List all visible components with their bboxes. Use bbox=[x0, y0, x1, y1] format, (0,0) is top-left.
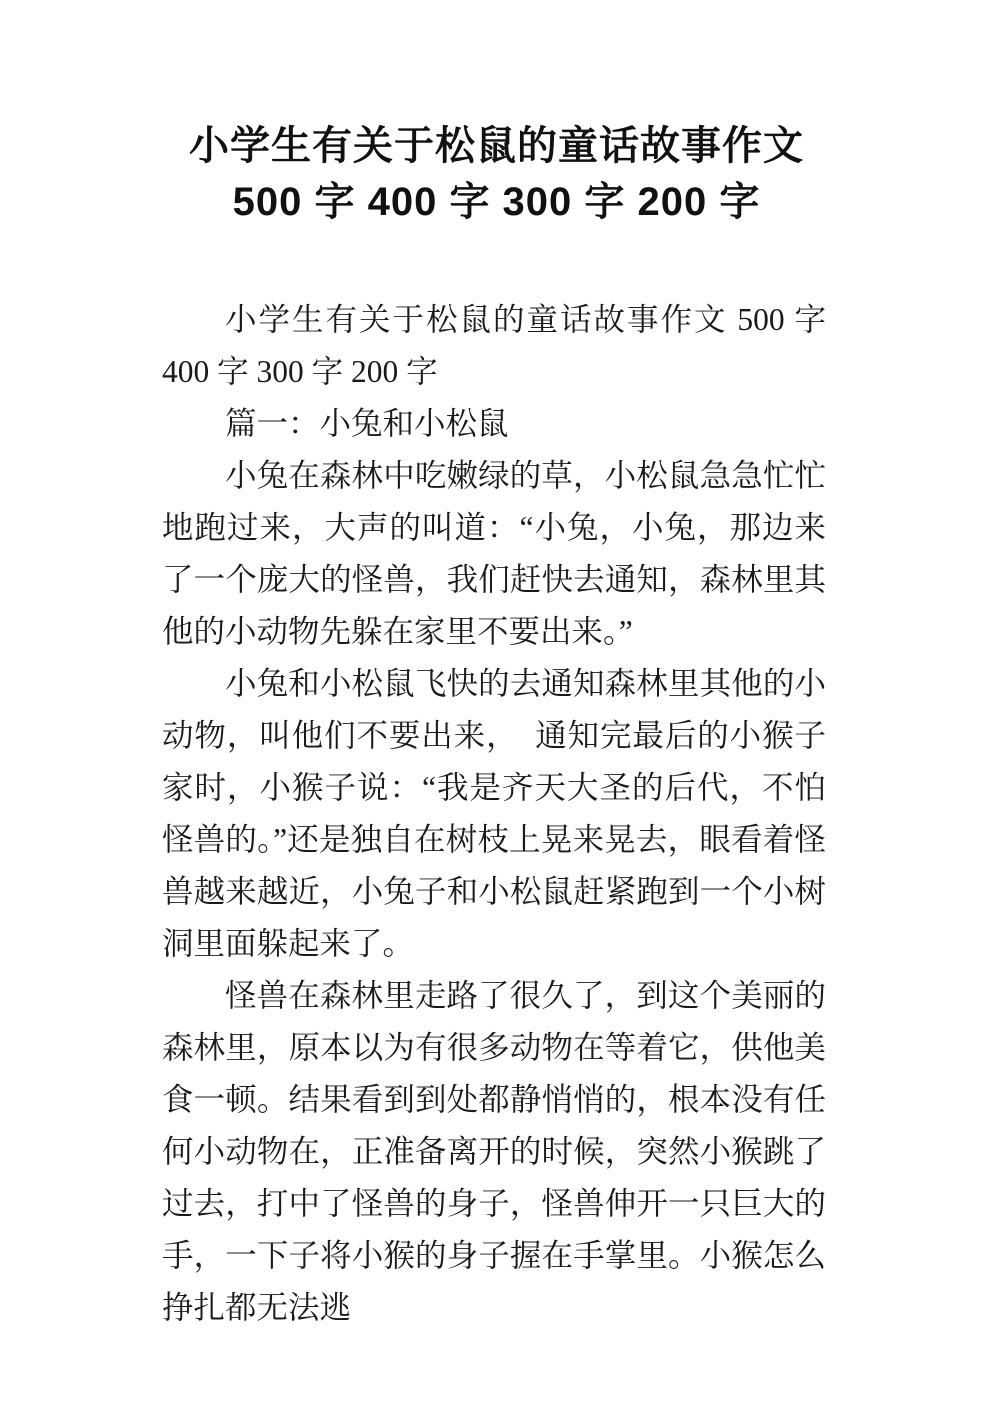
document-title bbox=[0, 0, 993, 230]
paragraph: 怪兽在森林里走路了很久了，到这个美丽的森林里，原本以为有很多动物在等着它，供他美食一顿。结果看到到处都静悄悄的，根本没有任何小动物在，正准备离开的时候，突然小猴跳了过去，打中了怪兽的身子，怪兽伸开一只巨大的手，一下子将小猴的身子握在手掌里。小猴怎么挣扎都无法逃 bbox=[162, 978, 826, 1325]
paragraph: 篇一：小兔和小松鼠 bbox=[225, 406, 509, 441]
paragraph: 小兔在森林中吃嫩绿的草，小松鼠急急忙忙地跑过来，大声的叫道：“小兔，小兔，那边来了一个庞大的怪兽，我们赶快去通知，森林里其他的小动物先躲在家里不要出来。” bbox=[162, 458, 826, 649]
paragraph: 小兔和小松鼠飞快的去通知森林里其他的小动物，叫他们不要出来， 通知完最后的小猴子家时，小猴子说：“我是齐天大圣的后代，不怕怪兽的。”还是独自在树枝上晃来晃去，眼看着怪兽越来越近，小兔子和小松鼠赶紧跑到一个小树洞里面躲起来了。 bbox=[162, 666, 826, 961]
document-body bbox=[162, 294, 826, 1334]
paragraph: 小学生有关于松鼠的童话故事作文 500 字 400 字 300 字 200 字 bbox=[162, 302, 826, 389]
title-line-1: 小学生有关于松鼠的童话故事作文 bbox=[189, 124, 804, 168]
title-line-2: 500 字 400 字 300 字 200 字 bbox=[232, 180, 761, 224]
